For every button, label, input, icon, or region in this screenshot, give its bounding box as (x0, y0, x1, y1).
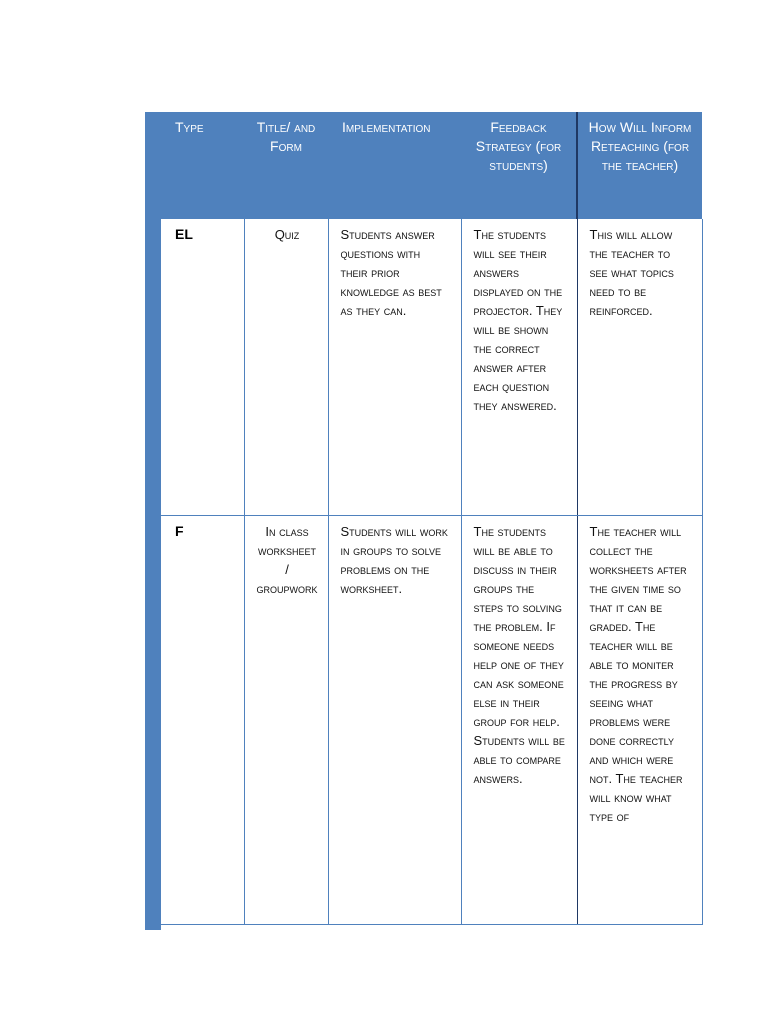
cell-reteaching: The teacher will collect the worksheets after the given time so that it can be graded. The teacher will be able to moniter the progress by seeing what problems were done correctly and which were not. The teacher will know what type of (577, 515, 702, 924)
table-row (145, 219, 702, 515)
cell-feedback: The students will see their answers displayed on the projector. They will be shown the correct answer after each question they answered. (461, 219, 577, 515)
cell-type: EL (145, 219, 244, 515)
header-row (145, 112, 702, 219)
header-title-form: Title/ and Form (244, 112, 328, 219)
header-feedback-strategy: Feedback Strategy (for students) (461, 112, 577, 219)
header-implementation: Implementation (328, 112, 461, 219)
cell-title-form: In class worksheet/ groupwork (244, 515, 328, 924)
cell-reteaching: This will allow the teacher to see what topics need to be reinforced. (577, 219, 702, 515)
cell-implementation: Students answer questions with their prior knowledge as best as they can. (328, 219, 461, 515)
cell-type: F (145, 515, 244, 924)
cell-feedback: The students will be able to discuss in their groups the steps to solving the problem. If someone needs help one of they can ask someone else in their group for help. Students will be able to compare answers. (461, 515, 577, 924)
header-type: Type (145, 112, 244, 219)
header-reteaching: How Will Inform Reteaching (for the teacher) (577, 112, 702, 219)
cell-title-form: Quiz (244, 219, 328, 515)
assessment-plan-table (145, 112, 703, 925)
cell-implementation: Students will work in groups to solve problems on the worksheet. (328, 515, 461, 924)
table-row (145, 515, 702, 924)
